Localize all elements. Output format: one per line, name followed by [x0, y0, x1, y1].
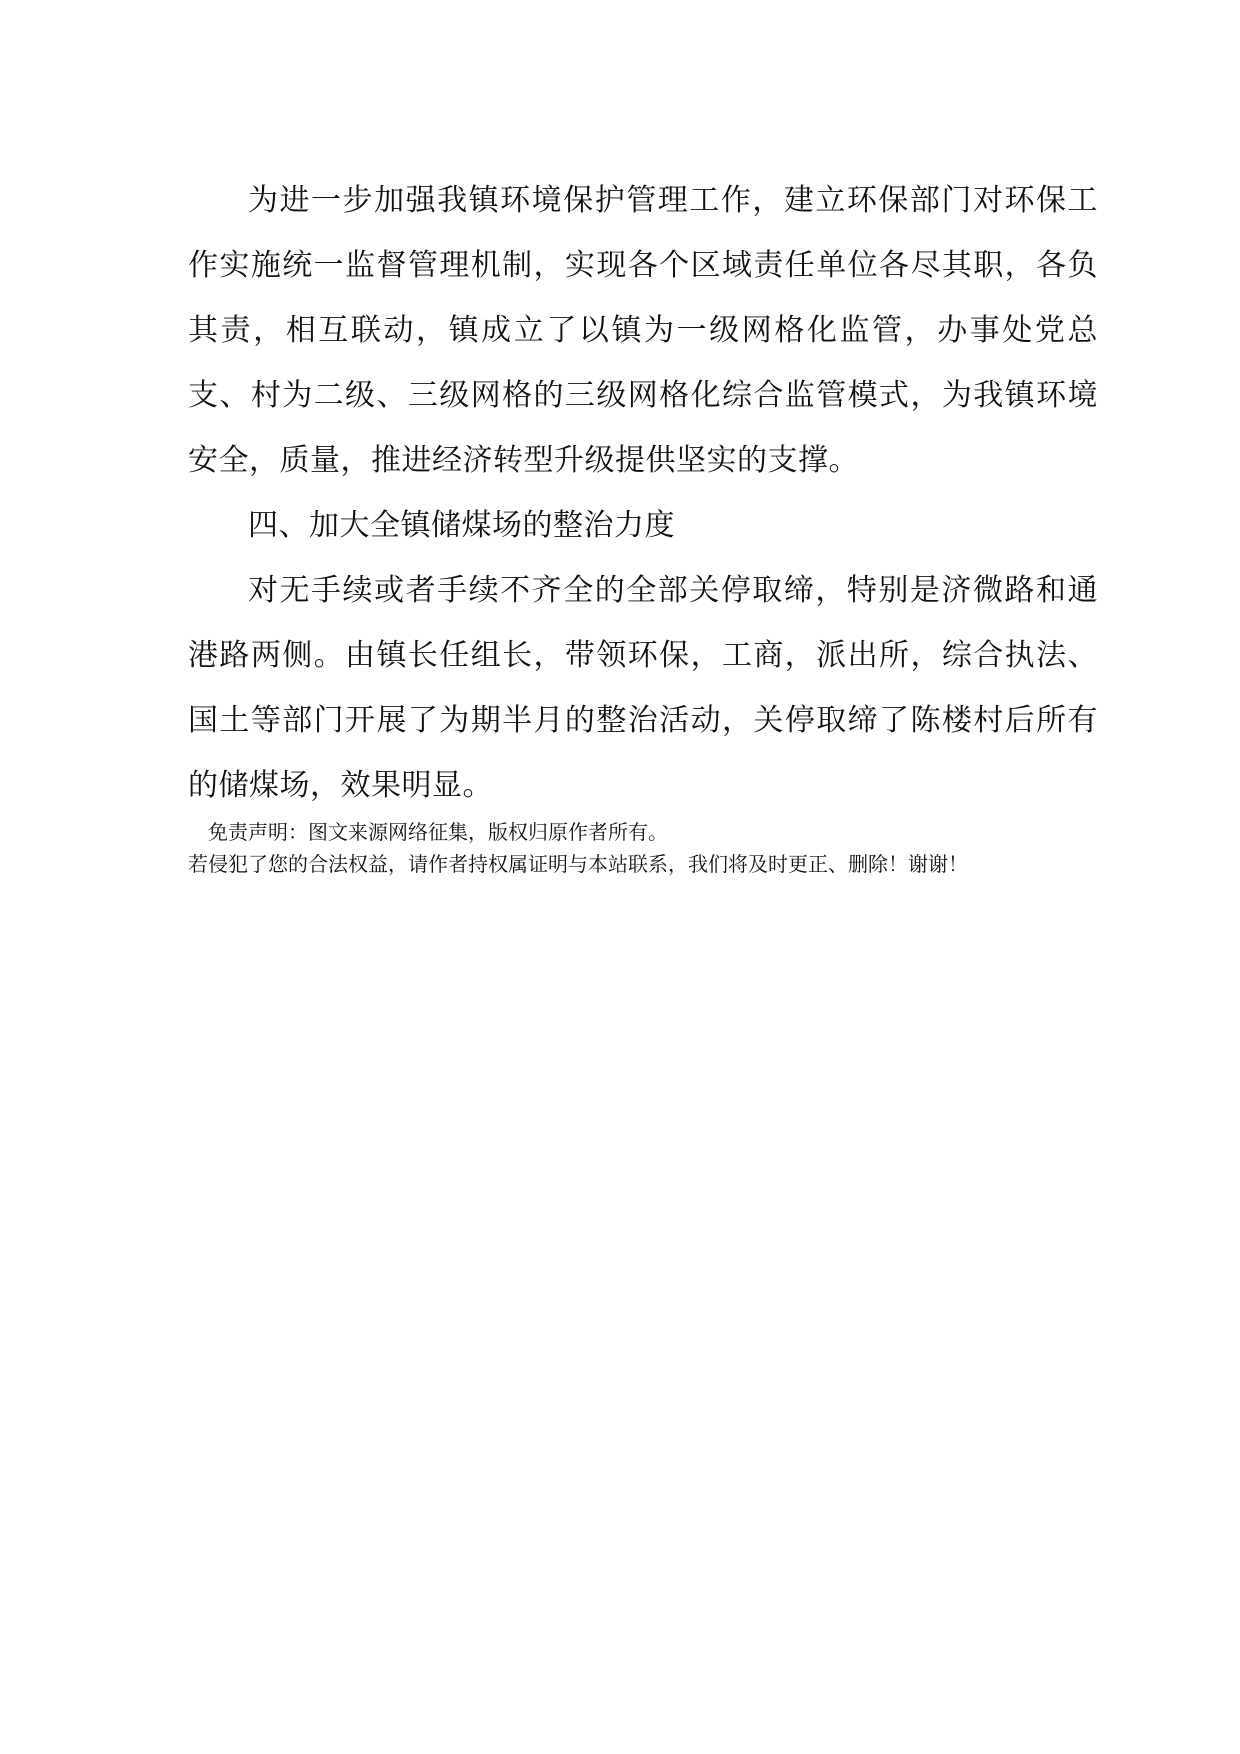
disclaimer-line-2: 若侵犯了您的合法权益，请作者持权属证明与本站联系，我们将及时更正、删除！谢谢！	[188, 852, 968, 876]
document-body	[188, 168, 1098, 818]
section-heading-coal-yard: 四、加大全镇储煤场的整治力度	[248, 508, 675, 543]
paragraph-coal-yard-rectification: 对无手续或者手续不齐全的全部关停取缔，特别是济微路和通港路两侧。由镇长任组长，带领环保，工商，派出所，综合执法、国土等部门开展了为期半月的整治活动，关停取缔了陈楼村后所有的储煤场，效果明显。	[188, 573, 1098, 803]
disclaimer	[188, 816, 1108, 880]
paragraph-grid-supervision: 为进一步加强我镇环境保护管理工作，建立环保部门对环保工作实施统一监督管理机制，实现各个区域责任单位各尽其职，各负其责，相互联动，镇成立了以镇为一级网格化监管，办事处党总支、村为二级、三级网格的三级网格化综合监管模式，为我镇环境安全，质量，推进经济转型升级提供坚实的支撑。	[188, 183, 1098, 478]
disclaimer-line-1: 免责声明：图文来源网络征集，版权归原作者所有。	[208, 820, 668, 844]
